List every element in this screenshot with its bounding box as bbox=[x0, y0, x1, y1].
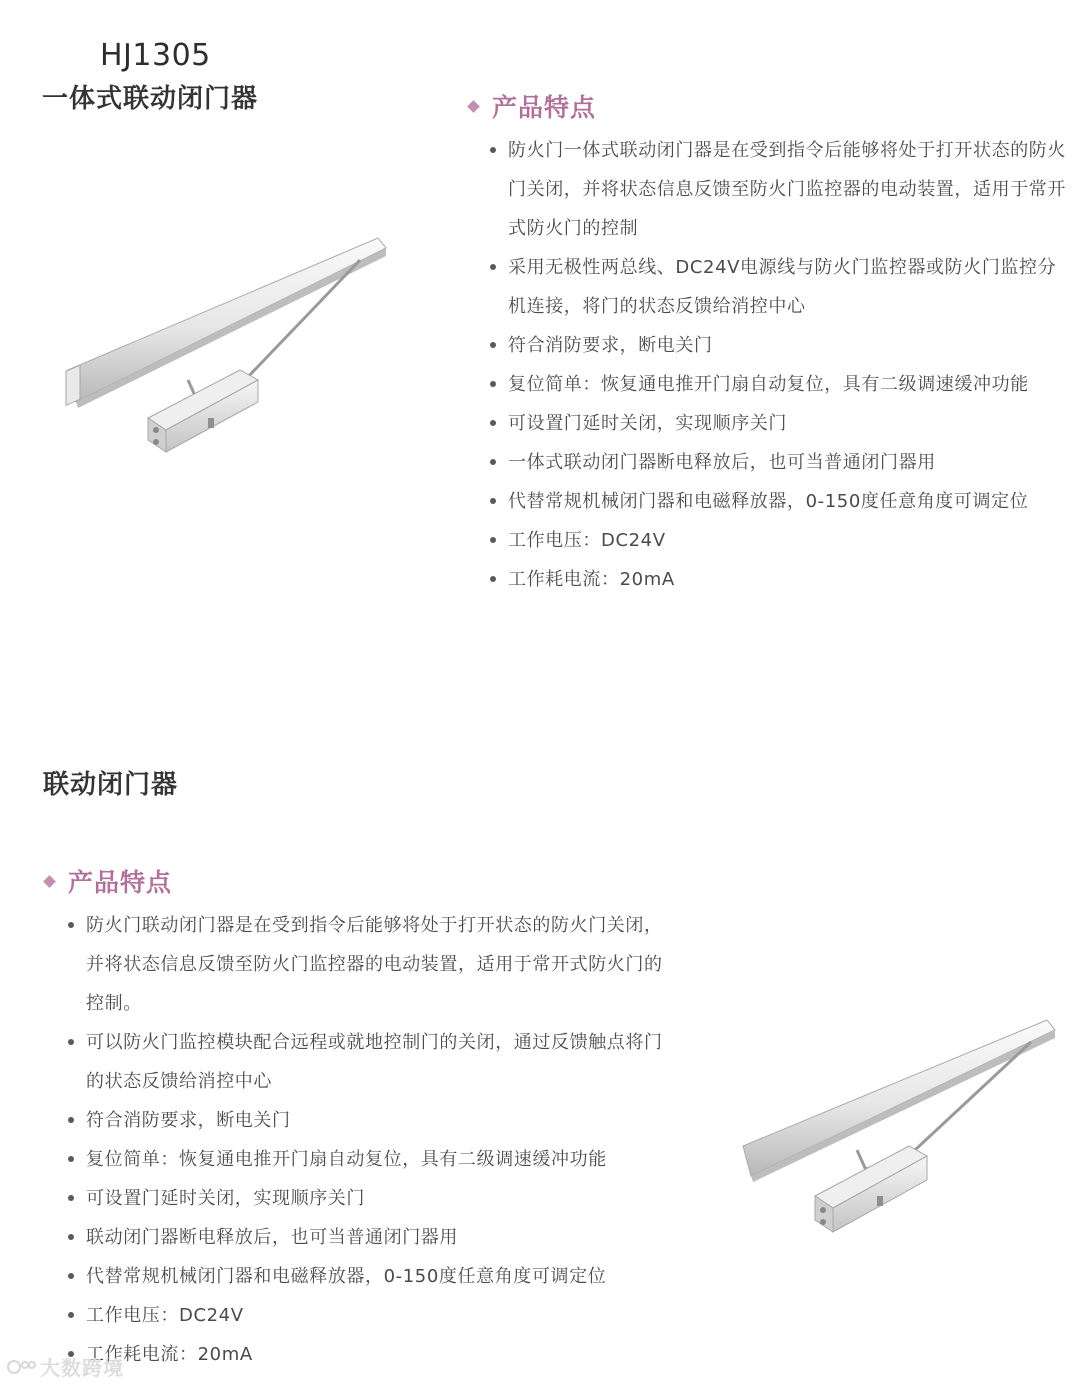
features-heading-label: 产品特点 bbox=[492, 93, 597, 122]
diamond-icon bbox=[467, 100, 480, 113]
list-item bbox=[490, 131, 1068, 248]
feature-text: 采用无极性两总线、DC24V电源线与防火门监控器或防火门监控分机连接，将门的状态反馈给消控中心 bbox=[508, 257, 1057, 317]
list-item bbox=[68, 1179, 678, 1218]
feature-text: 工作耗电流：20mA bbox=[86, 1344, 253, 1365]
feature-text: 工作电压：DC24V bbox=[508, 530, 666, 551]
bullet-dot bbox=[490, 576, 496, 582]
list-item bbox=[68, 1140, 678, 1179]
features-heading bbox=[45, 863, 172, 899]
bullet-dot bbox=[68, 1234, 74, 1240]
list-item bbox=[490, 521, 1068, 560]
bullet-dot bbox=[490, 420, 496, 426]
feature-text: 可设置门延时关闭，实现顺序关门 bbox=[508, 413, 787, 434]
bullet-dot bbox=[68, 1117, 74, 1123]
feature-text: 联动闭门器断电释放后，也可当普通闭门器用 bbox=[86, 1227, 458, 1248]
product-model: HJ1305 bbox=[100, 38, 211, 73]
bullet-dot bbox=[490, 147, 496, 153]
bullet-dot bbox=[68, 1039, 74, 1045]
list-item bbox=[68, 1218, 678, 1257]
bullet-dot bbox=[68, 1273, 74, 1279]
door-closer-image bbox=[735, 1010, 1065, 1250]
feature-text: 工作电压：DC24V bbox=[86, 1305, 244, 1326]
bullet-dot bbox=[68, 922, 74, 928]
feature-text: 复位简单：恢复通电推开门扇自动复位，具有二级调速缓冲功能 bbox=[86, 1149, 607, 1170]
feature-text: 可设置门延时关闭，实现顺序关门 bbox=[86, 1188, 365, 1209]
bullet-dot bbox=[490, 264, 496, 270]
feature-text: 可以防火门监控模块配合远程或就地控制门的关闭，通过反馈触点将门的状态反馈给消控中心 bbox=[86, 1032, 663, 1092]
list-item bbox=[68, 1101, 678, 1140]
features-heading-label: 产品特点 bbox=[68, 868, 173, 897]
list-item bbox=[490, 365, 1068, 404]
list-item bbox=[490, 404, 1068, 443]
watermark-logo-icon bbox=[6, 1357, 36, 1377]
product-title: 一体式联动闭门器 bbox=[42, 84, 259, 114]
bullet-dot bbox=[490, 342, 496, 348]
list-item bbox=[68, 906, 678, 1023]
list-item bbox=[68, 1023, 678, 1101]
bullet-dot bbox=[490, 537, 496, 543]
watermark bbox=[6, 1352, 124, 1381]
bullet-dot bbox=[490, 498, 496, 504]
bullet-dot bbox=[68, 1312, 74, 1318]
list-item bbox=[490, 560, 1068, 599]
watermark-text: 大数跨境 bbox=[40, 1356, 124, 1380]
bullet-dot bbox=[68, 1195, 74, 1201]
feature-text: 工作耗电流：20mA bbox=[508, 569, 675, 590]
features-list bbox=[68, 906, 678, 1374]
list-item bbox=[68, 1296, 678, 1335]
feature-text: 防火门一体式联动闭门器是在受到指令后能够将处于打开状态的防火门关闭，并将状态信息反馈至防火门监控器的电动装置，适用于常开式防火门的控制 bbox=[508, 140, 1066, 239]
feature-text: 代替常规机械闭门器和电磁释放器，0-150度任意角度可调定位 bbox=[508, 491, 1029, 512]
features-heading bbox=[469, 88, 596, 124]
list-item bbox=[490, 482, 1068, 521]
list-item bbox=[68, 1335, 678, 1374]
list-item bbox=[490, 443, 1068, 482]
list-item bbox=[490, 326, 1068, 365]
bullet-dot bbox=[490, 381, 496, 387]
list-item bbox=[68, 1257, 678, 1296]
feature-text: 复位简单：恢复通电推开门扇自动复位，具有二级调速缓冲功能 bbox=[508, 374, 1029, 395]
list-item bbox=[490, 248, 1068, 326]
feature-text: 防火门联动闭门器是在受到指令后能够将处于打开状态的防火门关闭，并将状态信息反馈至防火门监控器的电动装置，适用于常开式防火门的控制。 bbox=[86, 915, 663, 1014]
feature-text: 符合消防要求，断电关门 bbox=[508, 335, 713, 356]
diamond-icon bbox=[43, 875, 56, 888]
features-list bbox=[490, 131, 1068, 599]
feature-text: 符合消防要求，断电关门 bbox=[86, 1110, 291, 1131]
bullet-dot bbox=[490, 459, 496, 465]
product-title: 联动闭门器 bbox=[43, 770, 179, 800]
bullet-dot bbox=[68, 1156, 74, 1162]
feature-text: 一体式联动闭门器断电释放后，也可当普通闭门器用 bbox=[508, 452, 936, 473]
feature-text: 代替常规机械闭门器和电磁释放器，0-150度任意角度可调定位 bbox=[86, 1266, 607, 1287]
door-closer-image bbox=[60, 230, 400, 470]
